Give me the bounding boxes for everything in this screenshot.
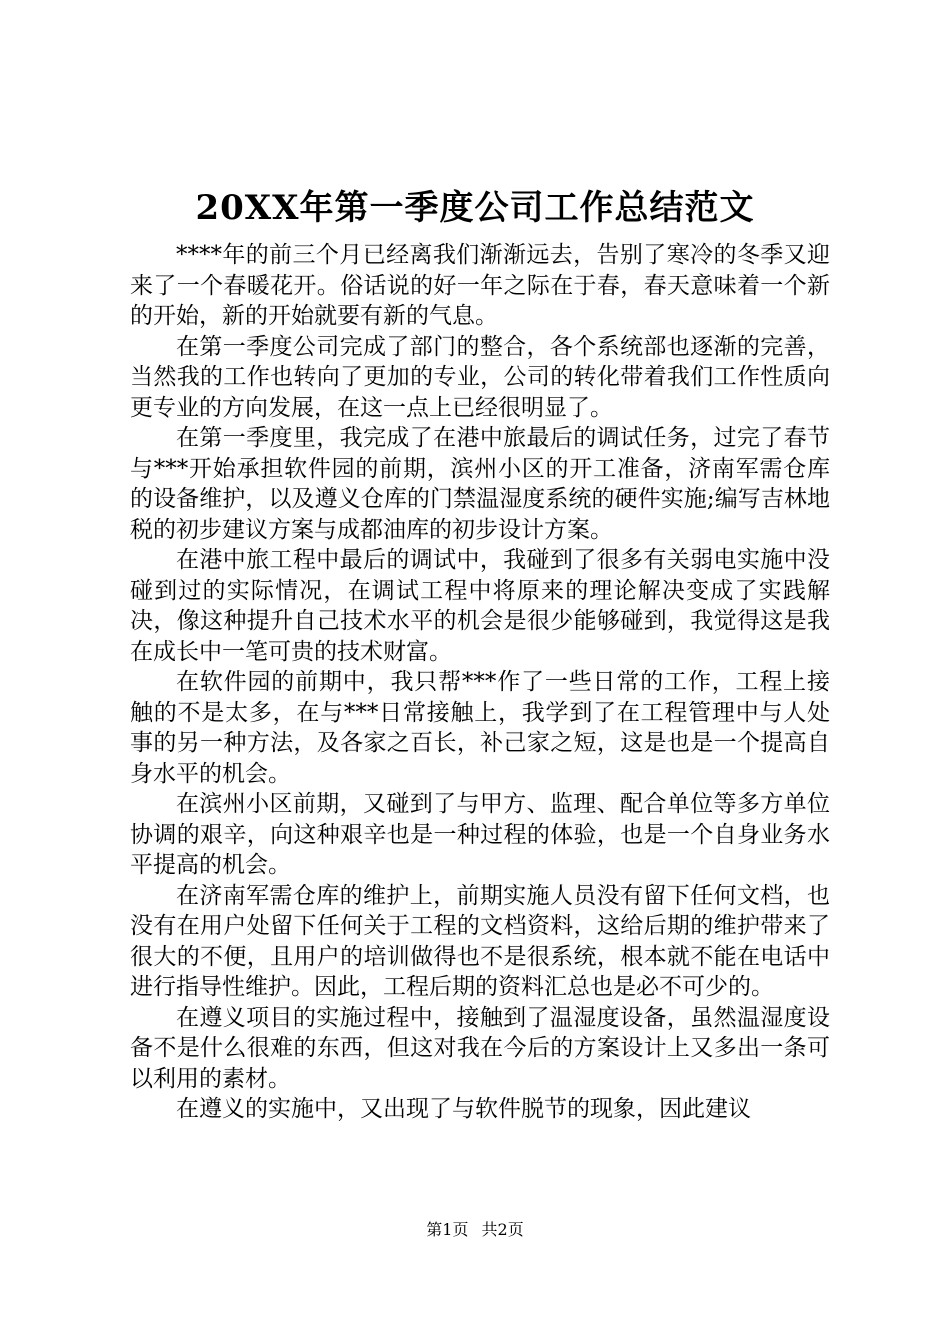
paragraph: 在软件园的前期中，我只帮***作了一些日常的工作，工程上接触的不是太多，在与***日常接触上，我学到了在工程管理中与人处事的另一种方法，及各家之百长，补己家之短，这是也是一个提高自身水平的机会。	[130, 669, 830, 787]
paragraph: 在遵义项目的实施过程中，接触到了温湿度设备，虽然温湿度设备不是什么很难的东西，但这对我在今后的方案设计上又多出一条可以利用的素材。	[130, 1004, 830, 1092]
page-footer	[0, 1217, 950, 1240]
paragraph: 在第一季度里，我完成了在港中旅最后的调试任务，过完了春节与***开始承担软件园的前期，滨州小区的开工准备，济南军需仓库的设备维护，以及遵义仓库的门禁温湿度系统的硬件实施;编写吉林地税的初步建议方案与成都油库的初步设计方案。	[130, 425, 830, 543]
page-number: 第1页	[426, 1220, 469, 1239]
paragraph: ****年的前三个月已经离我们渐渐远去，告别了寒冷的冬季又迎来了一个春暖花开。俗话说的好一年之际在于春，春天意味着一个新的开始，新的开始就要有新的气息。	[130, 242, 830, 329]
paragraph: 在港中旅工程中最后的调试中，我碰到了很多有关弱电实施中没碰到过的实际情况，在调试工程中将原来的理论解决变成了实践解决，像这种提升自己技术水平的机会是很少能够碰到，我觉得这是我在成长中一笔可贵的技术财富。	[130, 547, 830, 665]
document-body	[130, 240, 830, 1125]
paragraph: 在滨州小区前期，又碰到了与甲方、监理、配合单位等多方单位协调的艰辛，向这种艰辛也是一种过程的体验，也是一个自身业务水平提高的机会。	[130, 791, 830, 878]
paragraph: 在遵义的实施中，又出现了与软件脱节的现象，因此建议	[176, 1096, 751, 1122]
paragraph: 在济南军需仓库的维护上，前期实施人员没有留下任何文档，也没有在用户处留下任何关于工程的文档资料，这给后期的维护带来了很大的不便，且用户的培训做得也不是很系统，根本就不能在电话中进行指导性维护。因此，工程后期的资料汇总也是必不可少的。	[130, 882, 830, 1000]
page-total: 共2页	[481, 1220, 524, 1239]
document-title: 20XX年第一季度公司工作总结范文	[195, 188, 755, 228]
paragraph: 在第一季度公司完成了部门的整合，各个系统部也逐渐的完善，当然我的工作也转向了更加的专业，公司的转化带着我们工作性质向更专业的方向发展，在这一点上已经很明显了。	[130, 333, 830, 421]
